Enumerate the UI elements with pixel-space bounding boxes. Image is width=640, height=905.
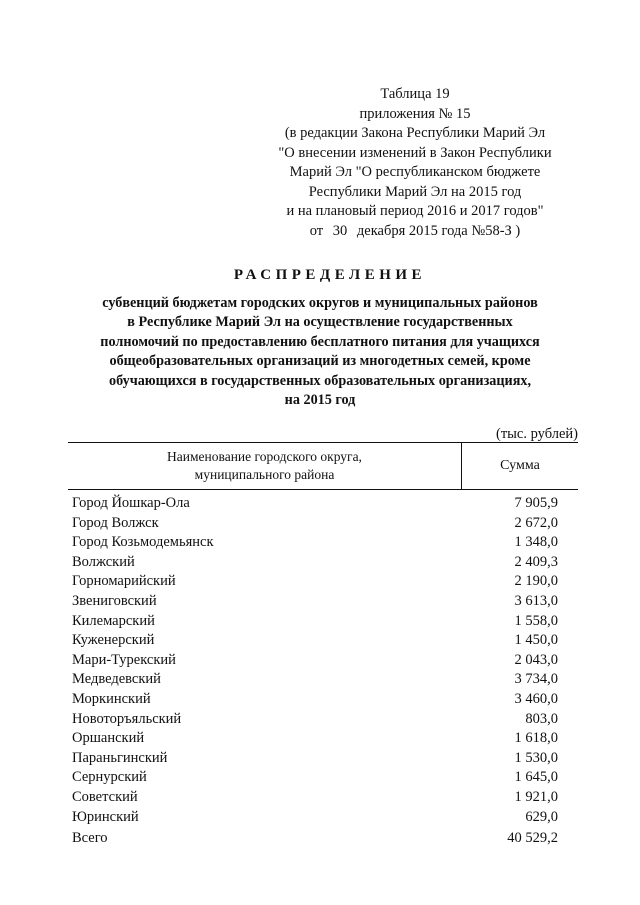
table-row <box>72 690 558 710</box>
row-name: Килемарский <box>72 612 155 629</box>
table-header <box>68 442 578 490</box>
row-value: 803,0 <box>525 710 558 727</box>
row-name: Волжский <box>72 553 135 570</box>
row-value: 3 613,0 <box>514 592 558 609</box>
subtitle-line-4: общеобразовательных организаций из многодетных семей, кроме <box>109 353 531 370</box>
row-name: Город Козьмодемьянск <box>72 534 214 551</box>
table-row <box>72 651 558 671</box>
revision-line-3: Марий Эл "О республиканском бюджете <box>289 164 541 180</box>
row-name: Советский <box>72 788 138 805</box>
column-header-name-line-1: Наименование городского округа, <box>167 449 362 464</box>
total-row <box>72 830 558 847</box>
row-value: 1 348,0 <box>514 534 558 551</box>
document-title: РАСПРЕДЕЛЕНИЕ <box>233 267 427 283</box>
row-value: 2 190,0 <box>514 573 558 590</box>
table-row <box>72 749 558 769</box>
table-row <box>72 592 558 612</box>
row-name: Куженерский <box>72 632 155 649</box>
row-name: Город Йошкар-Ола <box>72 495 190 511</box>
row-value: 3 734,0 <box>514 671 558 688</box>
row-value: 2 409,3 <box>514 553 558 570</box>
subtitle-line-1: субвенций бюджетам городских округов и муниципальных районов <box>102 295 538 311</box>
date-rest: декабря 2015 года №58-З ) <box>356 222 521 239</box>
subtitle-line-2: в Республике Марий Эл на осуществление государственных <box>127 314 513 331</box>
row-value: 1 530,0 <box>514 749 558 766</box>
row-value: 2 043,0 <box>514 651 558 668</box>
table-body <box>72 494 558 827</box>
table-row <box>72 788 558 808</box>
row-value: 1 921,0 <box>514 788 558 805</box>
row-value: 1 645,0 <box>514 769 558 786</box>
subtitle-line-3: полномочий по предоставлению бесплатного питания для учащихся <box>100 333 540 350</box>
header-block <box>250 85 580 241</box>
revision-line-4: Республики Марий Эл на 2015 год <box>308 183 522 200</box>
row-name: Мари-Турекский <box>72 651 176 668</box>
date-day: 30 <box>332 222 348 239</box>
document-subtitle <box>60 294 580 410</box>
date-line <box>250 222 580 242</box>
row-name: Город Волжск <box>72 514 159 531</box>
row-name: Юринский <box>72 808 139 825</box>
table-row <box>72 729 558 749</box>
table-row <box>72 553 558 573</box>
table-row <box>72 572 558 592</box>
table-row <box>72 631 558 651</box>
revision-line-2: "О внесении изменений в Закон Республики <box>278 144 552 161</box>
column-header-sum: Сумма <box>500 458 540 473</box>
column-header-name-line-2: муниципального района <box>194 467 335 482</box>
table-row <box>72 670 558 690</box>
row-name: Звениговский <box>72 592 157 609</box>
table-row <box>72 533 558 553</box>
row-value: 7 905,9 <box>514 495 558 511</box>
row-name: Новоторъяльский <box>72 710 182 727</box>
date-prefix: от <box>309 222 324 239</box>
row-value: 1 450,0 <box>514 632 558 649</box>
row-value: 3 460,0 <box>514 690 558 707</box>
row-name: Сернурский <box>72 769 147 786</box>
row-value: 2 672,0 <box>514 514 558 531</box>
row-name: Оршанский <box>72 730 145 747</box>
revision-line-1: (в редакции Закона Республики Марий Эл <box>284 125 546 141</box>
row-name: Моркинский <box>72 690 151 707</box>
row-name: Параньгинский <box>72 749 168 766</box>
units-label: (тыс. рублей) <box>496 426 578 442</box>
row-name: Медведевский <box>72 671 161 688</box>
table-row <box>72 768 558 788</box>
subtitle-line-5: обучающихся в государственных образовательных организациях, <box>108 372 532 389</box>
row-name: Горномарийский <box>72 573 176 590</box>
column-header-name <box>68 443 462 489</box>
subtitle-line-6: на 2015 год <box>284 392 356 409</box>
table-row <box>72 494 558 514</box>
table-row <box>72 710 558 730</box>
table-row <box>72 808 558 828</box>
row-value: 1 558,0 <box>514 612 558 629</box>
total-value: 40 529,2 <box>507 830 558 846</box>
appendix-label: приложения № 15 <box>359 105 471 122</box>
row-value: 1 618,0 <box>514 730 558 747</box>
table-row <box>72 514 558 534</box>
table-row <box>72 612 558 632</box>
table-label: Таблица 19 <box>380 86 450 102</box>
total-label: Всего <box>72 830 108 846</box>
row-value: 629,0 <box>525 808 558 825</box>
revision-line-5: и на плановый период 2016 и 2017 годов" <box>286 203 544 219</box>
